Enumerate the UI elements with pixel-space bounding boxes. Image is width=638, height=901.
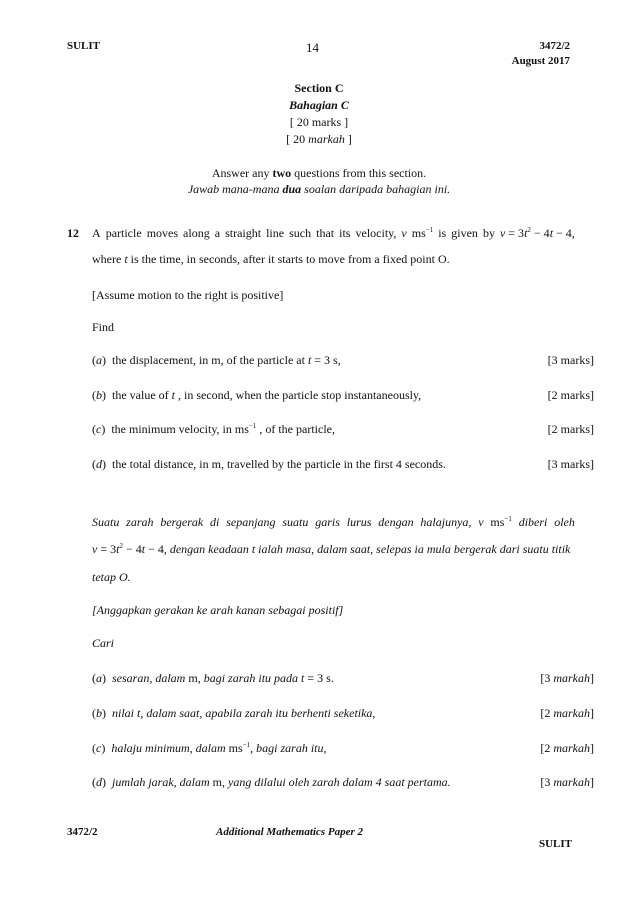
w: A [92,226,101,240]
unit-exp: −1 [248,422,257,430]
part-label: a [96,671,102,685]
question-my-line1 [92,515,575,530]
w: lurus [346,515,372,529]
part-t: t [171,388,175,402]
marks-word: markah [553,671,590,685]
w: Suatu [92,515,120,529]
part-text: the displacement, in m, of the particle at [112,353,308,367]
unit-m: m [188,671,198,685]
w: suatu [282,515,309,529]
w: by [482,226,495,240]
unit-exp: −1 [504,515,512,523]
part-a-my: (a) sesaran, dalam m, bagi zarah itu pada t = 3 s. [92,671,334,685]
w: is [438,226,447,240]
question-my-line2 [92,542,575,557]
assumption-my: [Anggapkan gerakan ke arah kanan sebagai positif] [92,603,344,617]
instr-my-before: Jawab mana-mana [187,182,283,196]
eq-t2: t [549,226,554,240]
marks-malay-word: markah [308,132,345,146]
w: zarah [126,515,154,529]
part-d-en-marks: [3 marks] [547,457,594,471]
eq-t: t [116,542,120,556]
part-t: t [307,353,312,367]
line2-t: t [124,252,128,266]
part-text: halaju minimum, dalam [111,741,229,755]
part-text: the total distance, in m, travelled by the particle in the first 4 seconds. [112,457,446,471]
w: line [266,226,285,240]
w: its [339,226,351,240]
marks-close: ] [590,671,594,685]
page-number: 14 [306,40,319,55]
unit: ms [228,741,243,755]
question-number: 12 [67,226,79,240]
section-marks: [ 20 marks ] [289,115,349,129]
part-c-en-marks: [2 marks] [547,422,594,436]
instr-my-bold: dua [282,182,302,196]
assumption-en: [Assume motion to the right is positive] [92,288,284,302]
eq-rhs: = 3 [505,226,525,240]
part-text: , yang dilalui oleh zarah dalam 4 saat pertama. [222,775,451,789]
footer-title: Additional Mathematics Paper 2 [216,826,363,838]
part-text: the minimum velocity, in [111,422,235,436]
marks-close: ] [590,775,594,789]
exam-date: August 2017 [511,55,570,67]
instr-en-bold: two [272,166,292,180]
part-b-my-marks [540,706,594,721]
question-my-line3: tetap O. [92,570,131,584]
eq-end: − 4, [553,226,575,240]
part-label: c [96,422,102,436]
eq-t2: t [141,542,146,556]
eq-rhs: = 3 [97,542,117,556]
footer-code: 3472/2 [67,826,98,838]
line2-post: is the time, in seconds, after it starts to move from a fixed point O. [127,252,450,266]
unit-m: m [212,775,223,789]
w: that [316,226,335,240]
part-label: d [96,457,102,471]
part-text: , bagi zarah itu, [250,741,327,755]
section-title-malay: Bahagian C [289,98,349,112]
w: diberi [518,515,548,529]
part-d-my: (d) jumlah jarak, dalam m, yang dilalui oleh zarah dalam 4 saat pertama. [92,775,451,789]
marks-open: [3 [540,671,554,685]
part-c-my-marks [540,741,594,756]
unit: ms [490,515,505,529]
w: di [210,515,220,529]
unit: ms [234,422,249,436]
w: sepanjang [226,515,276,529]
marks-open: [2 [540,706,554,720]
eq-lhs: v [92,542,98,556]
section-heading [219,80,419,148]
find-my: Cari [92,636,115,650]
instr-en-before: Answer any [211,166,273,180]
find-en: Find [92,320,115,334]
marks-malay-close: ] [347,132,352,146]
section-title: Section C [294,81,344,95]
marks-malay-open: [ 20 [286,132,306,146]
part-label: a [96,353,102,367]
part-text: , of the particle, [256,422,335,436]
part-text: , bagi zarah itu pada [197,671,302,685]
instruction-malay [119,182,519,197]
var-v: v [401,226,407,240]
part-text: , in second, when the particle stop instantaneously, [175,388,422,402]
marks-open: [2 [540,741,554,755]
eq-t: t [524,226,528,240]
instr-en-after: questions from this section. [291,166,427,180]
w: moves [146,226,179,240]
velocity-equation-my [92,542,164,556]
marks-word: markah [553,741,590,755]
marks-word: markah [553,706,590,720]
eq-sq: 2 [527,226,531,234]
w: along [183,226,210,240]
paper-code: 3472/2 [539,40,570,52]
marks-close: ] [590,741,594,755]
marks-close: ] [590,706,594,720]
part-a-my-marks [540,671,594,686]
w: such [289,226,312,240]
w: particle [105,226,142,240]
part-t: t [301,671,305,685]
line2-rest: , dengan keadaan t ialah masa, dalam saat, selepas ia mula bergerak dari suatu titik [163,542,571,556]
part-b-en: (b) the value of t , in second, when the particle stop instantaneously, [92,388,422,402]
line2-pre: where [92,252,125,266]
part-d-en: (d) the total distance, in m, travelled by the particle in the first 4 seconds. [92,457,446,471]
question-en-line2 [92,252,450,267]
part-label: d [96,775,102,789]
part-text: the value of [112,388,172,402]
eq-end: − 4 [145,542,164,556]
w: velocity, [355,226,397,240]
header-sulit: SULIT [67,40,101,52]
w: bergerak [160,515,204,529]
part-text: nilai t, dalam saat, apabila zarah itu berhenti seketika, [112,706,376,720]
unit-exp: −1 [242,741,251,749]
marks-open: [3 [540,775,554,789]
eq-mid: − 4 [530,226,550,240]
part-text: = 3 s. [304,671,334,685]
part-label: c [96,741,102,755]
part-a-en: (a) the displacement, in m, of the particle at t = 3 s, [92,353,341,367]
footer-sulit: SULIT [538,838,572,850]
w: given [451,226,478,240]
eq-sq: 2 [119,542,123,550]
question-en-line1 [92,226,575,241]
w: a [214,226,221,240]
part-text: = 3 s, [311,353,341,367]
unit-exp: −1 [425,226,434,234]
part-c-my: (c) halaju minimum, dalam $ms^{-1}$, bagi zarah itu, [92,741,327,755]
w: halajunya, [420,515,472,529]
w: oleh [554,515,575,529]
part-b-en-marks: [2 marks] [547,388,594,402]
part-b-my: (b) nilai t, dalam saat, apabila zarah itu berhenti seketika, [92,706,376,720]
unit-ms [490,515,511,530]
w: dengan [378,515,414,529]
section-marks-malay [219,131,419,148]
part-text: jumlah jarak, dalam [112,775,213,789]
unit: ms [411,226,426,240]
instruction-en [119,166,519,181]
instr-my-after: soalan daripada bahagian ini. [301,182,451,196]
w: straight [225,226,262,240]
marks-word: markah [553,775,590,789]
unit-ms [412,226,433,241]
part-c-en: (c) the minimum velocity, in $ms^{-1}$ , of the particle, [92,422,335,436]
eq-mid: − 4 [122,542,142,556]
part-label: b [96,388,102,402]
part-text: sesaran, dalam [112,671,189,685]
w: garis [315,515,340,529]
part-d-my-marks [540,775,594,790]
var-v: v [478,515,484,529]
eq-lhs: v [499,226,506,240]
velocity-equation [500,226,575,241]
part-label: b [96,706,102,720]
part-a-en-marks: [3 marks] [547,353,594,367]
